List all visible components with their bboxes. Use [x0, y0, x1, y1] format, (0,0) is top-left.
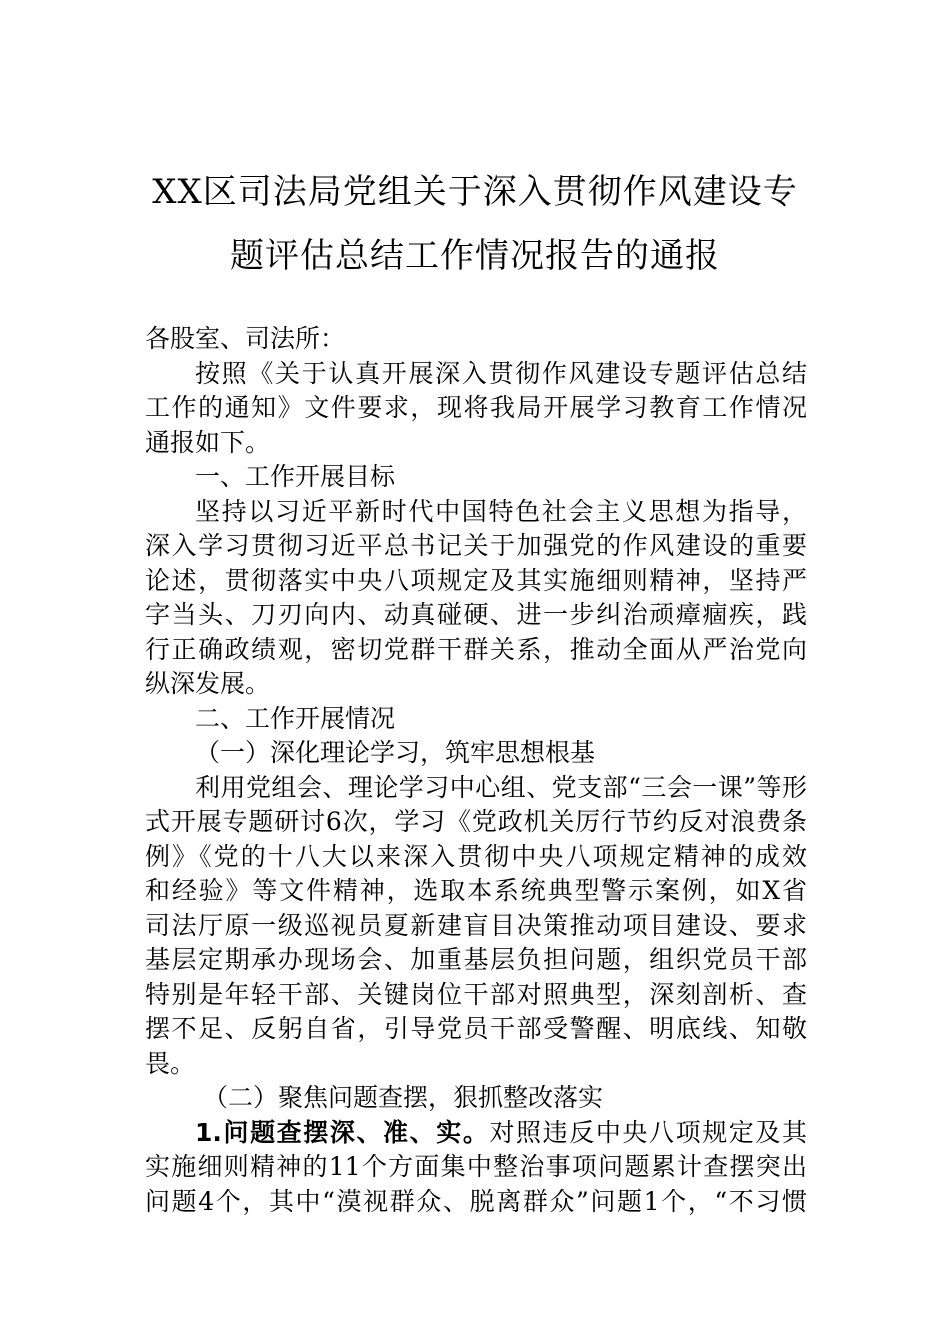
paragraph-line: 摆不足、反躬自省，引导党员干部受警醒、明底线、知敬: [145, 1014, 807, 1043]
item-lead-rest: 对照违反中央八项规定及其: [489, 1117, 807, 1147]
paragraph-line: 基层定期承办现场会、加重基层负担问题，组织党员干部: [145, 945, 807, 974]
document-body: [145, 322, 807, 1219]
paragraph-line: 深入学习贯彻习近平总书记关于加强党的作风建设的重要: [145, 531, 807, 560]
title-line-2: 题评估总结工作情况报告的通报: [230, 236, 720, 276]
section1-paragraph: [145, 495, 807, 702]
paragraph-line: 论述，贯彻落实中央八项规定及其实施细则精神，坚持严: [145, 565, 807, 595]
paragraph-line: 按照《关于认真开展深入贯彻作风建设专题评估总结: [195, 358, 807, 388]
paragraph-line: 实施细则精神的11个方面集中整治事项问题累计查摆突出: [145, 1152, 807, 1181]
paragraph-line: 通报如下。: [145, 427, 271, 457]
subsection-heading: （一）深化理论学习，筑牢思想根基: [195, 738, 596, 767]
paragraph-line: 和经验》等文件精神，选取本系统典型警示案例，如X省: [145, 876, 807, 905]
paragraph-line: 工作的通知》文件要求，现将我局开展学习教育工作情况: [145, 393, 807, 422]
paragraph-line: 行正确政绩观，密切党群干群关系，推动全面从严治党向: [145, 634, 807, 664]
title-line-1: XX区司法局党组关于深入贯彻作风建设专: [152, 172, 798, 212]
paragraph-line: 利用党组会、理论学习中心组、党支部“三会一课”等形: [195, 772, 807, 802]
document-title: [140, 160, 810, 288]
paragraph-line: 坚持以习近平新时代中国特色社会主义思想为指导，: [195, 496, 807, 526]
paragraph-line: 问题4个，其中“漠视群众、脱离群众”问题1个，“不习惯: [145, 1186, 807, 1216]
item1-paragraph: [145, 1116, 807, 1220]
subsection1-paragraph: [145, 771, 807, 1082]
section-heading: 一、工作开展目标: [195, 462, 396, 491]
item-lead: 1.问题查摆深、准、实。: [195, 1117, 490, 1147]
salutation: 各股室、司法所：: [145, 324, 346, 353]
paragraph-line: [145, 1116, 807, 1151]
paragraph-line: 司法厅原一级巡视员夏新建盲目决策推动项目建设、要求: [145, 910, 807, 940]
paragraph-line: 纵深发展。: [145, 669, 271, 698]
subsection-heading: （二）聚焦问题查摆，狠抓整改落实: [203, 1083, 604, 1112]
paragraph-line: 畏。: [145, 1048, 196, 1078]
paragraph-line: 字当头、刀刃向内、动真碰硬、进一步纠治顽瘴痼疾，践: [145, 600, 807, 629]
paragraph-line: 特别是年轻干部、关键岗位干部对照典型，深刻剖析、查: [145, 979, 807, 1009]
intro-paragraph: [145, 357, 807, 461]
paragraph-line: 例》《党的十八大以来深入贯彻中央八项规定精神的成效: [145, 841, 807, 871]
paragraph-line: 式开展专题研讨6次，学习《党政机关厉行节约反对浪费条: [145, 807, 807, 836]
section-heading: 二、工作开展情况: [195, 703, 396, 733]
